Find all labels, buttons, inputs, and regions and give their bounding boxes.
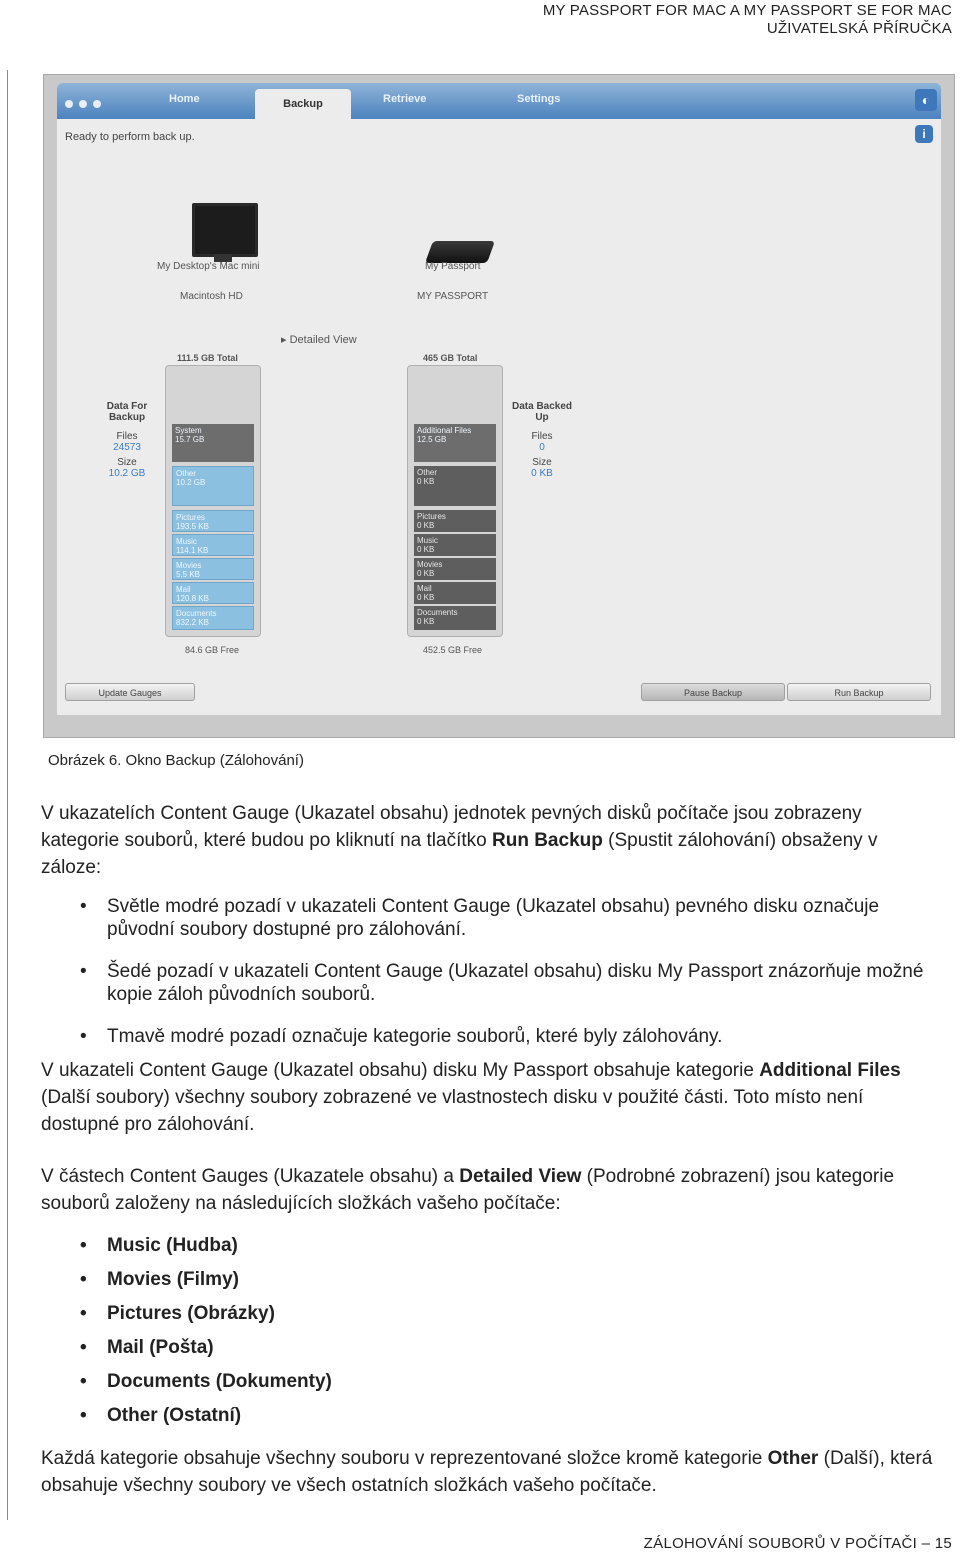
right-size-label: Size [532, 457, 552, 468]
segment-value: 0 KB [417, 569, 435, 578]
segment-value: 832.2 KB [176, 618, 209, 627]
list-item: • Music (Hudba) [80, 1229, 332, 1263]
page-footer: ZÁLOHOVÁNÍ SOUBORŮ V POČÍTAČI – 15 [643, 1535, 952, 1552]
segment-value: 5.5 KB [176, 570, 201, 579]
segment-label: Pictures [417, 512, 446, 521]
zoom-dot-icon[interactable] [93, 100, 101, 108]
list-item: • Pictures (Obrázky) [80, 1297, 332, 1331]
segment-label: Documents [417, 608, 458, 617]
segment-label: Mail [176, 585, 191, 594]
computer-volume: Macintosh HD [180, 291, 243, 302]
left-total: 111.5 GB Total [177, 353, 238, 363]
text: V částech Content Gauges (Ukazatele obsahu) a [41, 1166, 460, 1187]
segment-value: 193.5 KB [176, 522, 209, 531]
close-dot-icon[interactable] [65, 100, 73, 108]
left-size-label: Size [117, 457, 137, 468]
segment-value: 120.8 KB [176, 594, 209, 603]
segment-label: Mail [417, 584, 432, 593]
gauge-segment [414, 582, 496, 604]
text: (Podrobné zobrazení) jsou kategorie souborů založeny na následujících složkách vašeho počítače: [41, 1166, 895, 1214]
update-gauges-button[interactable]: Update Gauges [65, 683, 195, 701]
segment-label: Movies [417, 560, 443, 569]
tab-bar [57, 83, 941, 119]
list-item: • Movies (Filmy) [80, 1263, 332, 1297]
right-size-value: 0 KB [531, 468, 553, 479]
text: V ukazateli Content Gauge (Ukazatel obsahu) disku My Passport obsahuje kategorie [41, 1060, 760, 1081]
text: V ukazatelích Content Gauge (Ukazatel obsahu) jednotek pevných disků počítače jsou zobrazeny kategorie souborů, které budou po kliknutí na tlačítko [41, 803, 862, 851]
segment-label: Pictures [176, 513, 205, 522]
list-item: • Tmavě modré pozadí označuje kategorie souborů, které byly zálohovány. [80, 1025, 950, 1048]
text: (Spustit zálohování) obsaženy v záloze: [41, 830, 878, 878]
list-item: • Other (Ostatní) [80, 1399, 332, 1433]
segment-value: 114.1 KB [176, 546, 209, 555]
wd-logo-icon[interactable]: ◐ [915, 89, 937, 111]
status-text: Ready to perform back up. [65, 131, 195, 143]
right-stats [507, 401, 577, 479]
segment-value: 12.5 GB [417, 435, 447, 444]
segment-value: 0 KB [417, 545, 435, 554]
gauge-segment [172, 466, 254, 506]
list-item: • Světle modré pozadí v ukazateli Content Gauge (Ukazatel obsahu) pevného disku označuje původní soubory dostupné pro zálohování. [80, 895, 950, 941]
left-files-value: 24573 [113, 442, 141, 453]
text: Každá kategorie obsahuje všechny souboru v reprezentované složce kromě kategorie [41, 1448, 768, 1469]
gauge-segment [414, 606, 496, 630]
segment-label: Documents [176, 609, 217, 618]
bold-text: Other [767, 1448, 819, 1469]
bullet-list-1 [80, 895, 950, 1048]
computer-monitor-icon [192, 203, 258, 257]
list-item: • Documents (Dokumenty) [80, 1365, 332, 1399]
my-passport-content-gauge [407, 365, 503, 637]
drive-volume: MY PASSPORT [417, 291, 489, 302]
right-free: 452.5 GB Free [423, 645, 483, 655]
gauge-segment [172, 424, 254, 462]
bold-text: Run Backup [492, 830, 603, 851]
running-header [543, 2, 952, 38]
segment-label: Other [176, 469, 197, 478]
segment-value: 0 KB [417, 477, 435, 486]
left-stats-title: Data For Backup [106, 401, 148, 423]
segment-value: 15.7 GB [175, 435, 205, 444]
gauge-segment [414, 558, 496, 580]
text: (Další soubory) všechny soubory zobrazené ve vlastnostech disku v použité části. Toto místo není dostupné pro zálohování. [41, 1087, 864, 1135]
tab-retrieve[interactable]: Retrieve [383, 93, 427, 105]
right-total: 465 GB Total [423, 353, 478, 363]
info-icon[interactable]: i [915, 125, 933, 143]
backup-window-screenshot [43, 74, 955, 738]
text: (Další), která obsahuje všechny soubory ve všech ostatních složkách vašeho počítače. [41, 1448, 933, 1496]
gauge-segment [172, 606, 254, 630]
gauge-segment [414, 424, 496, 462]
detailed-view-label: Detailed View [289, 334, 357, 346]
segment-label: Other [417, 468, 438, 477]
header-line-2: UŽIVATELSKÁ PŘÍRUČKA [766, 20, 952, 37]
segment-label: Music [176, 537, 197, 546]
bullet-list-2 [80, 1229, 332, 1433]
tab-backup[interactable]: Backup [255, 89, 351, 119]
margin-rule [7, 70, 8, 1520]
segment-label: Additional Files [417, 426, 472, 435]
tab-settings[interactable]: Settings [517, 93, 561, 105]
drive-name: My Passport [425, 261, 481, 272]
figure-caption: Obrázek 6. Okno Backup (Zálohování) [48, 752, 304, 769]
right-files-value: 0 [539, 442, 545, 453]
detailed-view-toggle[interactable]: ▸ Detailed View [281, 334, 357, 346]
minimize-dot-icon[interactable] [79, 100, 87, 108]
segment-label: Music [417, 536, 438, 545]
gauge-segment [414, 534, 496, 556]
paragraph-2 [41, 1057, 931, 1138]
segment-label: Movies [176, 561, 202, 570]
gauge-segment [172, 510, 254, 532]
paragraph-1 [41, 800, 941, 881]
gauge-segment [414, 510, 496, 532]
segment-value: 0 KB [417, 593, 435, 602]
list-item: • Šedé pozadí v ukazateli Content Gauge (Ukazatel obsahu) disku My Passport znázorňuje možné kopie záloh původních souborů. [80, 960, 950, 1006]
bold-text: Detailed View [459, 1166, 582, 1187]
right-files-label: Files [531, 431, 553, 442]
segment-value: 0 KB [417, 521, 435, 530]
my-passport-drive-icon [425, 241, 495, 263]
gauge-segment [172, 558, 254, 580]
gauge-segment [172, 534, 254, 556]
header-line-1: MY PASSPORT FOR MAC A MY PASSPORT SE FOR MAC [542, 2, 952, 19]
computer-content-gauge [165, 365, 261, 637]
left-stats [97, 401, 157, 479]
segment-label: System [175, 426, 202, 435]
gauge-segment [414, 466, 496, 506]
tab-home[interactable]: Home [169, 93, 200, 105]
bold-text: Additional Files [759, 1060, 901, 1081]
pause-backup-button[interactable]: Pause Backup [641, 683, 785, 701]
segment-value: 10.2 GB [176, 478, 206, 487]
run-backup-button[interactable]: Run Backup [787, 683, 931, 701]
backup-panel [57, 119, 941, 715]
window-controls [65, 95, 107, 113]
left-free: 84.6 GB Free [185, 645, 240, 655]
list-item: • Mail (Pošta) [80, 1331, 332, 1365]
segment-value: 0 KB [417, 617, 435, 626]
right-stats-title: Data Backed Up [511, 401, 573, 423]
computer-name: My Desktop's Mac mini [157, 261, 260, 272]
paragraph-4 [41, 1445, 956, 1499]
left-size-value: 10.2 GB [108, 468, 146, 479]
gauge-segment [172, 582, 254, 604]
paragraph-3 [41, 1163, 946, 1217]
left-files-label: Files [116, 431, 138, 442]
